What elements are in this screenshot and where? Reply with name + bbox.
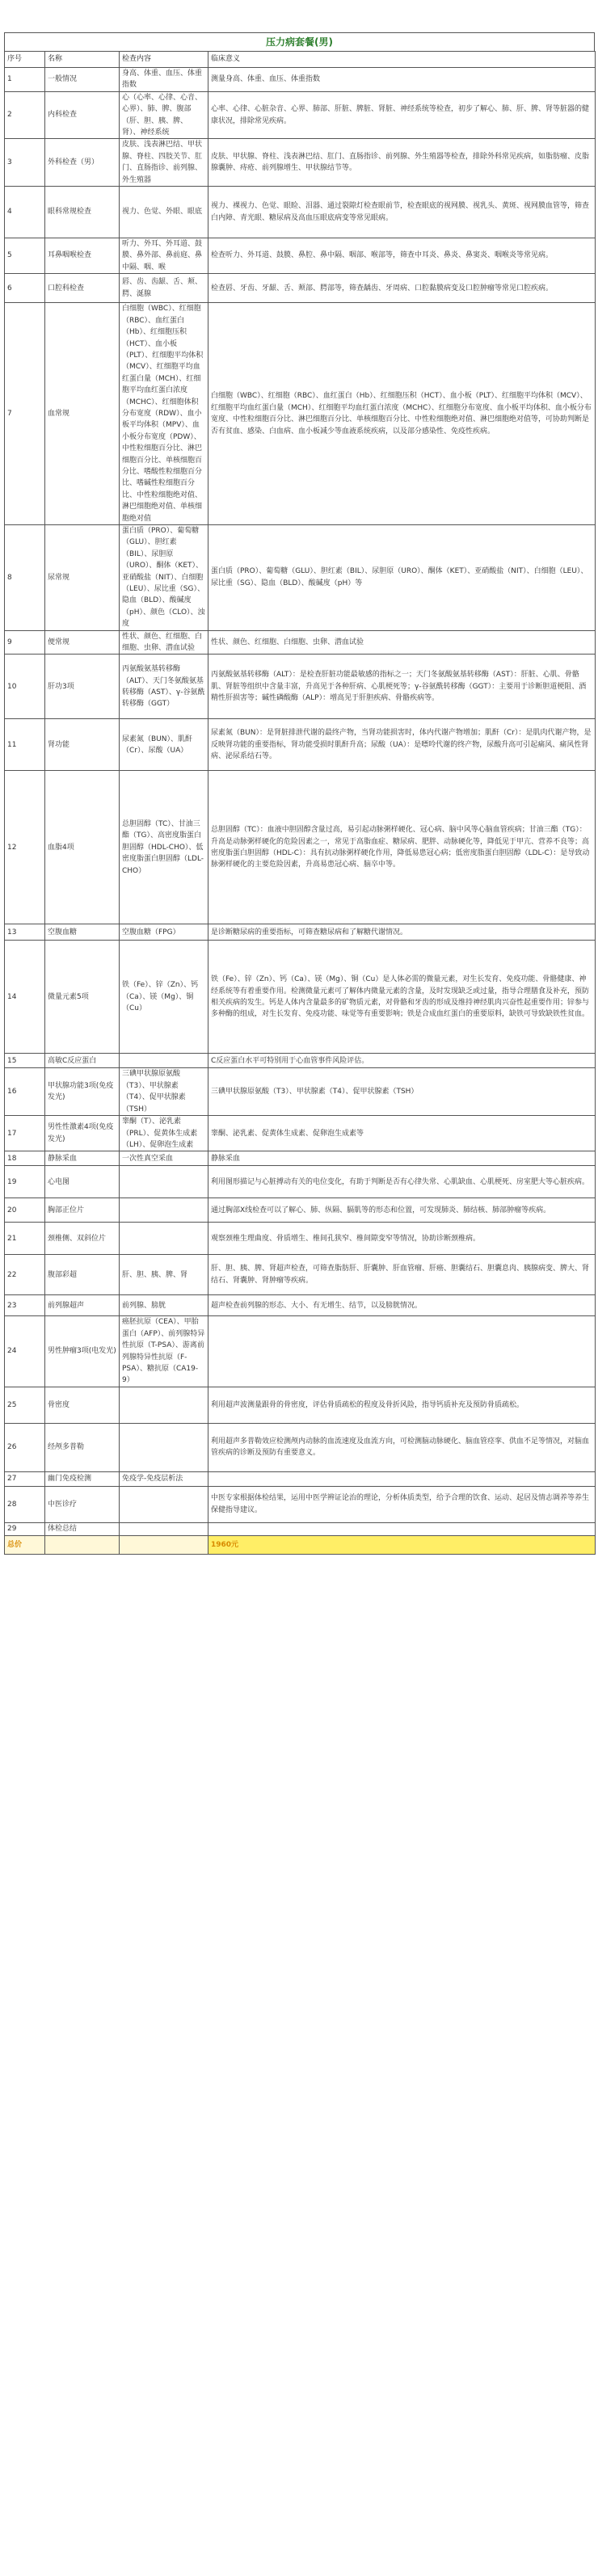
cell-meaning: 睾酮、泌乳素、促黄体生成素、促卵泡生成素等 [208, 1116, 596, 1151]
cell-meaning: 通过胸部X线检查可以了解心、肺、纵隔、膈肌等的形态和位置，可发现肺炎、肺结核、肺部肿瘤等疾病。 [208, 1198, 596, 1223]
cell-meaning: 观察颈椎生理曲度、骨质增生、椎间孔狭窄、椎间隙变窄等情况，协助诊断颈椎病。 [208, 1223, 596, 1255]
table-row [5, 1255, 596, 1295]
cell-content: 唇、齿、齿龈、舌、颊、腭、涎腺 [120, 274, 208, 303]
cell-name: 高敏C反应蛋白 [45, 1054, 120, 1068]
cell-meaning [208, 1316, 596, 1387]
cell-meaning: 视力、裸视力、色觉、眼睑、泪器、通过裂隙灯检查眼前节，检查眼底的视网膜、视乳头、黄斑、视网膜血管等，筛查白内障、青光眼、糖尿病及高血压眼底病变等常见眼病。 [208, 187, 596, 238]
cell-name: 经颅多普勒 [45, 1423, 120, 1471]
cell-name: 尿常规 [45, 525, 120, 631]
cell-no: 2 [5, 91, 45, 139]
cell-content [120, 1387, 208, 1423]
cell-no: 21 [5, 1223, 45, 1255]
table-row [5, 1198, 596, 1223]
cell-content: 性状、颜色、红细胞、白细胞、虫卵、潜血试验 [120, 630, 208, 655]
cell-name: 一般情况 [45, 68, 120, 92]
cell-content: 免疫学-免疫层析法 [120, 1471, 208, 1486]
cell-content: 癌胚抗原（CEA）、甲胎蛋白（AFP）、前列腺特异性抗原（T-PSA）、游离前列腺特异性抗原（F-PSA）、糖抗原（CA19-9） [120, 1316, 208, 1387]
cell-name: 骨密度 [45, 1387, 120, 1423]
cell-name: 体检总结 [45, 1522, 120, 1535]
cell-name: 肝功3项 [45, 655, 120, 719]
cell-content [120, 1054, 208, 1068]
cell-no: 7 [5, 303, 45, 525]
cell-content: 视力、色觉、外眼、眼底 [120, 187, 208, 238]
cell-content: 皮肤、浅表淋巴结、甲状腺、脊柱、四肢关节、肛门、直肠指诊、前列腺、外生殖器 [120, 139, 208, 187]
cell-meaning: 蛋白质（PRO）、葡萄糖（GLU）、胆红素（BIL）、尿胆原（URO）、酮体（KET）、亚硝酸盐（NIT）、白细胞（LEU）、尿比重（SG）、隐血（BLD）、酸碱度（pH）等 [208, 525, 596, 631]
cell-content: 三碘甲状腺原氨酸（T3）、甲状腺素（T4）、促甲状腺素（TSH） [120, 1068, 208, 1116]
cell-no: 5 [5, 238, 45, 274]
cell-no: 4 [5, 187, 45, 238]
cell-no: 18 [5, 1151, 45, 1166]
cell-meaning: 是诊断糖尿病的重要指标，可筛查糖尿病和了解糖代谢情况。 [208, 924, 596, 941]
cell-content [120, 1223, 208, 1255]
cell-content [120, 1522, 208, 1535]
cell-content [120, 1486, 208, 1522]
cell-no: 8 [5, 525, 45, 631]
cell-content: 前列腺、膀胱 [120, 1295, 208, 1316]
cell-content: 一次性真空采血 [120, 1151, 208, 1166]
cell-meaning: 静脉采血 [208, 1151, 596, 1166]
cell-no: 27 [5, 1471, 45, 1486]
table-row [5, 139, 596, 187]
cell-no: 3 [5, 139, 45, 187]
cell-no: 22 [5, 1255, 45, 1295]
table-row [5, 187, 596, 238]
cell-name: 眼科常规检查 [45, 187, 120, 238]
cell-meaning: 丙氨酸氨基转移酶（ALT）：是检查肝脏功能最敏感的指标之一；天门冬氨酸氨基转移酶（AST）：肝脏、心肌、骨骼肌、肾脏等组织中含量丰富，升高见于各种肝病、心肌梗死等；γ-谷氨酰转移酶（GGT）：主要用于诊断胆道梗阻、酒精性肝损害等；碱性磷酸酶（ALP）：增高见于肝胆疾病、骨骼疾病等。 [208, 655, 596, 719]
table-row [5, 1054, 596, 1068]
cell-meaning: 性状、颜色、红细胞、白细胞、虫卵、潜血试验 [208, 630, 596, 655]
cell-no: 24 [5, 1316, 45, 1387]
table-row [5, 1486, 596, 1522]
cell-no: 29 [5, 1522, 45, 1535]
cell-meaning: 肝、胆、胰、脾、肾超声检查，可筛查脂肪肝、肝囊肿、肝血管瘤、肝癌、胆囊结石、胆囊息肉、胰腺病变、脾大、肾结石、肾囊肿、肾肿瘤等疾病。 [208, 1255, 596, 1295]
cell-content: 空腹血糖（FPG） [120, 924, 208, 941]
cell-content: 蛋白质（PRO）、葡萄糖（GLU）、胆红素（BIL）、尿胆原（URO）、酮体（KET）、亚硝酸盐（NIT）、白细胞（LEU）、尿比重（SG）、隐血（BLD）、酸碱度（pH）、颜色（CLO）、浊度 [120, 525, 208, 631]
cell-content: 丙氨酸氨基转移酶（ALT）、天门冬氨酸氨基转移酶（AST）、γ-谷氨酰转移酶（GGT） [120, 655, 208, 719]
package-title: 压力病套餐(男) [4, 32, 595, 51]
cell-meaning: 三碘甲状腺原氨酸（T3）、甲状腺素（T4）、促甲状腺素（TSH） [208, 1068, 596, 1116]
cell-name: 腹部彩超 [45, 1255, 120, 1295]
cell-name: 心电图 [45, 1166, 120, 1198]
cell-no: 11 [5, 719, 45, 771]
total-amount: 1960元 [208, 1535, 596, 1554]
table-row [5, 719, 596, 771]
cell-content: 身高、体重、血压、体重指数 [120, 68, 208, 92]
cell-no: 28 [5, 1486, 45, 1522]
cell-no: 16 [5, 1068, 45, 1116]
cell-meaning: 利用图形描记与心脏搏动有关的电位变化，有助于判断是否有心律失常、心肌缺血、心肌梗死、房室肥大等心脏疾病。 [208, 1166, 596, 1198]
header-meaning: 临床意义 [208, 52, 596, 68]
cell-meaning: 铁（Fe）、锌（Zn）、钙（Ca）、镁（Mg）、铜（Cu）是人体必需的微量元素，对生长发育、免疫功能、骨骼健康、神经系统等有着重要作用。检测微量元素可了解体内微量元素的含量，及时发现缺乏或过量，指导合理膳食及补充，预防相关疾病的发生。钙是人体内含量最多的矿物质元素，对骨骼和牙齿的形成及维持神经肌肉兴奋性起重要作用；锌参与多种酶的组成，对生长发育、免疫功能、味觉等有重要影响；铁是合成血红蛋白的重要原料，缺铁可导致缺铁性贫血。 [208, 941, 596, 1054]
cell-content: 尿素氮（BUN）、肌酐（Cr）、尿酸（UA） [120, 719, 208, 771]
header-name: 名称 [45, 52, 120, 68]
cell-no: 1 [5, 68, 45, 92]
table-row [5, 91, 596, 139]
table-row [5, 1295, 596, 1316]
cell-name: 微量元素5项 [45, 941, 120, 1054]
cell-content: 心（心率、心律、心音、心界）、肺、脾、腹部（肝、胆、胰、脾、肾）、神经系统 [120, 91, 208, 139]
cell-meaning: 白细胞（WBC）、红细胞（RBC）、血红蛋白（Hb）、红细胞压积（HCT）、血小板（PLT）、红细胞平均体积（MCV）、红细胞平均血红蛋白量（MCH）、红细胞平均血红蛋白浓度（MCHC）、红细胞分布宽度、血小板平均体积、血小板分布宽度、中性粒细胞百分比、淋巴细胞百分比、单核细胞百分比、中性粒细胞绝对值、淋巴细胞绝对值等，可协助判断是否有贫血、感染、白血病、血小板减少等血液系统疾病，以及部分感染性、免疫性疾病。 [208, 303, 596, 525]
cell-name: 胸部正位片 [45, 1198, 120, 1223]
cell-content [120, 1198, 208, 1223]
cell-no: 23 [5, 1295, 45, 1316]
cell-no: 13 [5, 924, 45, 941]
cell-no: 25 [5, 1387, 45, 1423]
table-row [5, 525, 596, 631]
table-row [5, 941, 596, 1054]
cell-no: 10 [5, 655, 45, 719]
cell-meaning [208, 1522, 596, 1535]
cell-meaning: 检查唇、牙齿、牙龈、舌、颊部、腭部等，筛查龋齿、牙周病、口腔黏膜病变及口腔肿瘤等常见口腔疾病。 [208, 274, 596, 303]
table-row [5, 655, 596, 719]
cell-no: 14 [5, 941, 45, 1054]
cell-content [120, 1423, 208, 1471]
cell-meaning: 利用超声多普勒效应检测颅内动脉的血流速度及血流方向，可检测脑动脉硬化、脑血管痉挛、供血不足等情况，对脑血管疾病的诊断及预防有重要意义。 [208, 1423, 596, 1471]
cell-content [120, 1166, 208, 1198]
table-row [5, 1316, 596, 1387]
cell-no: 19 [5, 1166, 45, 1198]
cell-content: 肝、胆、胰、脾、肾 [120, 1255, 208, 1295]
cell-name: 外科检查（男） [45, 139, 120, 187]
cell-content: 总胆固醇（TC）、甘油三酯（TG）、高密度脂蛋白胆固醇（HDL-CHO）、低密度脂蛋白胆固醇（LDL-CHO） [120, 771, 208, 924]
cell-name: 便常规 [45, 630, 120, 655]
table-row [5, 1151, 596, 1166]
cell-no: 17 [5, 1116, 45, 1151]
cell-content: 睾酮（T）、泌乳素（PRL）、促黄体生成素（LH）、促卵泡生成素 [120, 1116, 208, 1151]
header-row [5, 52, 596, 68]
cell-meaning: 皮肤、甲状腺、脊柱、浅表淋巴结、肛门、直肠指诊、前列腺、外生殖器等检查，排除外科常见疾病，如脂肪瘤、皮脂腺囊肿、痔疮、前列腺增生、甲状腺结节等。 [208, 139, 596, 187]
cell-meaning: 心率、心律、心脏杂音、心界、肺部、肝脏、脾脏、肾脏、神经系统等检查，初步了解心、肺、肝、脾、肾等脏器的健康状况，排除常见疾病。 [208, 91, 596, 139]
header-no: 序号 [5, 52, 45, 68]
header-content: 检查内容 [120, 52, 208, 68]
cell-meaning: 尿素氮（BUN）：是肾脏排泄代谢的最终产物，当肾功能损害时，体内代谢产物增加；肌酐（Cr）：是肌肉代谢产物，是反映肾功能的重要指标，肾功能受损时肌酐升高；尿酸（UA）：是嘌呤代谢的终产物，尿酸升高可引起痛风、痛风性肾病、泌尿系结石等。 [208, 719, 596, 771]
cell-content: 铁（Fe）、锌（Zn）、钙（Ca）、镁（Mg）、铜（Cu） [120, 941, 208, 1054]
cell-name: 中医诊疗 [45, 1486, 120, 1522]
table-row [5, 68, 596, 92]
cell-no: 20 [5, 1198, 45, 1223]
cell-name: 肾功能 [45, 719, 120, 771]
total-empty [45, 1535, 120, 1554]
cell-name: 甲状腺功能3项(免疫发光) [45, 1068, 120, 1116]
cell-content: 白细胞（WBC）、红细胞（RBC）、血红蛋白（Hb）、红细胞压积（HCT）、血小板（PLT）、红细胞平均体积（MCV）、红细胞平均血红蛋白量（MCH）、红细胞平均血红蛋白浓度（MCHC）、红细胞体积分布宽度（RDW）、血小板平均体积（MPV）、血小板分布宽度（PDW）、中性粒细胞百分比、淋巴细胞百分比、单核细胞百分比、嗜酸性粒细胞百分比、嗜碱性粒细胞百分比、中性粒细胞绝对值、淋巴细胞绝对值、单核细胞绝对值 [120, 303, 208, 525]
table-row [5, 1522, 596, 1535]
table-row [5, 771, 596, 924]
cell-no: 9 [5, 630, 45, 655]
cell-meaning: 测量身高、体重、血压、体重指数 [208, 68, 596, 92]
table-row [5, 303, 596, 525]
cell-content: 听力、外耳、外耳道、鼓膜、鼻外部、鼻前庭、鼻中隔、咽、喉 [120, 238, 208, 274]
cell-no: 12 [5, 771, 45, 924]
cell-meaning: 超声检查前列腺的形态、大小、有无增生、结节，以及膀胱情况。 [208, 1295, 596, 1316]
cell-name: 血脂4项 [45, 771, 120, 924]
table-row [5, 1166, 596, 1198]
cell-name: 内科检查 [45, 91, 120, 139]
cell-name: 前列腺超声 [45, 1295, 120, 1316]
total-row [5, 1535, 596, 1554]
checkup-table [4, 51, 596, 1555]
cell-meaning: 检查听力、外耳道、鼓膜、鼻腔、鼻中隔、咽部、喉部等，筛查中耳炎、鼻炎、鼻窦炎、咽喉炎等常见病。 [208, 238, 596, 274]
table-row [5, 1423, 596, 1471]
total-label: 总价 [5, 1535, 45, 1554]
cell-no: 6 [5, 274, 45, 303]
table-row [5, 1223, 596, 1255]
cell-meaning: 中医专家根据体检结果，运用中医学辨证论治的理论，分析体质类型，给予合理的饮食、运动、起居及情志调养等养生保健指导建议。 [208, 1486, 596, 1522]
table-row [5, 238, 596, 274]
cell-name: 男性肿瘤3项(电发光) [45, 1316, 120, 1387]
table-row [5, 630, 596, 655]
table-row [5, 1068, 596, 1116]
cell-meaning: C反应蛋白水平可特别用于心血管事件风险评估。 [208, 1054, 596, 1068]
cell-name: 耳鼻咽喉检查 [45, 238, 120, 274]
cell-no: 26 [5, 1423, 45, 1471]
table-row [5, 274, 596, 303]
cell-name: 颈椎侧、双斜位片 [45, 1223, 120, 1255]
table-row [5, 1387, 596, 1423]
table-row [5, 1116, 596, 1151]
cell-no: 15 [5, 1054, 45, 1068]
cell-name: 男性性激素4项(免疫发光) [45, 1116, 120, 1151]
cell-meaning [208, 1471, 596, 1486]
cell-name: 空腹血糖 [45, 924, 120, 941]
cell-name: 静脉采血 [45, 1151, 120, 1166]
table-row [5, 1471, 596, 1486]
cell-meaning: 总胆固醇（TC）：血液中胆固醇含量过高，易引起动脉粥样硬化、冠心病、脑中风等心脑血管疾病；甘油三酯（TG）：升高是动脉粥样硬化的危险因素之一，常见于高脂血症、糖尿病、肥胖、动脉硬化等，降低见于甲亢、营养不良等；高密度脂蛋白胆固醇（HDL-C）：具有抗动脉粥样硬化作用，降低易患冠心病；低密度脂蛋白胆固醇（LDL-C）：是导致动脉粥样硬化的主要危险因素，升高易患冠心病、脑卒中等。 [208, 771, 596, 924]
cell-meaning: 利用超声波测量跟骨的骨密度，评估骨质疏松的程度及骨折风险，指导钙质补充及预防骨质疏松。 [208, 1387, 596, 1423]
cell-name: 幽门免疫检测 [45, 1471, 120, 1486]
table-row [5, 924, 596, 941]
cell-name: 血常规 [45, 303, 120, 525]
total-empty [120, 1535, 208, 1554]
cell-name: 口腔科检查 [45, 274, 120, 303]
